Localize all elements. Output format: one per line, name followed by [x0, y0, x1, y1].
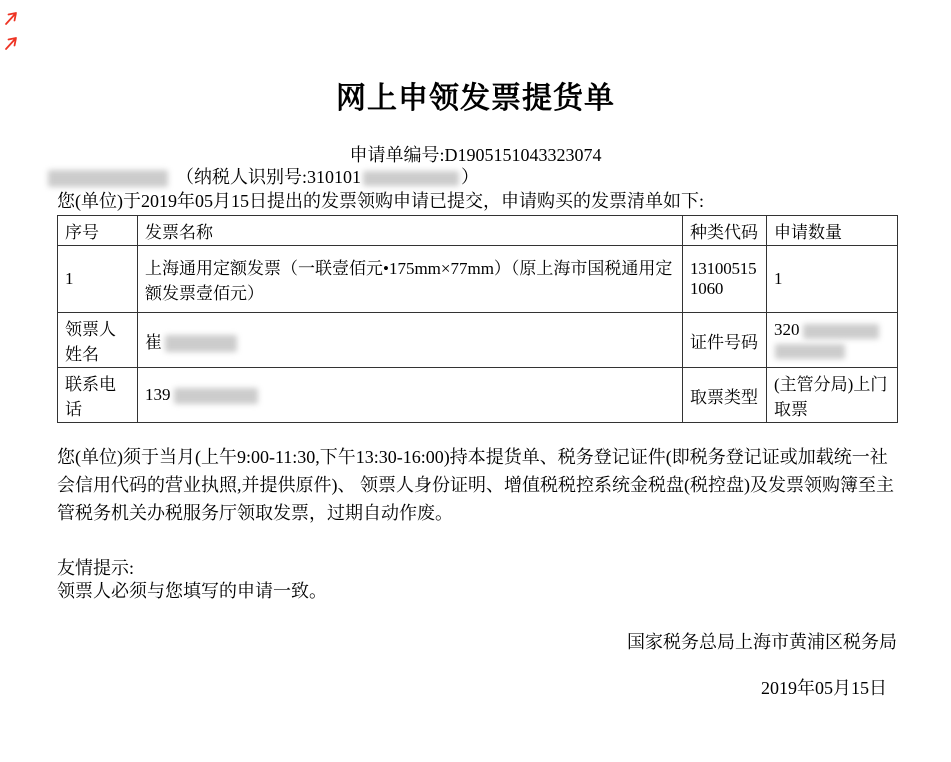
redacted-id-number-2	[775, 344, 845, 359]
taxpayer-id-suffix: ）	[461, 167, 480, 187]
table-row-contact	[58, 368, 898, 423]
redacted-recipient-name	[165, 335, 237, 352]
application-number: 申请单编号:D1905151043323074	[349, 145, 602, 165]
table-header-row	[58, 216, 898, 246]
table-row-invoice	[58, 246, 898, 313]
redacted-id-number-1	[803, 324, 879, 339]
recipient-label: 领票人姓名	[58, 313, 138, 368]
taxpayer-id-prefix: （纳税人识别号:310101	[176, 167, 362, 187]
header-type-code: 种类代码	[683, 216, 767, 246]
pickup-type-value: (主管分局)上门取票	[767, 368, 898, 423]
red-arrow-icon	[4, 9, 19, 26]
tips-title: 友情提示:	[57, 558, 135, 578]
header-quantity: 申请数量	[767, 216, 898, 246]
header-invoice-name: 发票名称	[138, 216, 683, 246]
id-number-visible: 320	[774, 320, 800, 339]
invoice-type-code: 131005151060	[683, 246, 767, 313]
phone-label: 联系电话	[58, 368, 138, 423]
corner-arrows	[4, 9, 19, 51]
phone-visible: 139	[145, 385, 171, 404]
recipient-name-cell	[138, 313, 683, 368]
id-label: 证件号码	[683, 313, 767, 368]
table-row-recipient	[58, 313, 898, 368]
recipient-name-visible: 崔	[145, 332, 162, 352]
pickup-type-label: 取票类型	[683, 368, 767, 423]
id-number-cell	[767, 313, 898, 368]
invoice-name: 上海通用定额发票（一联壹佰元•175mm×77mm）（原上海市国税通用定额发票壹佰元）	[138, 246, 683, 313]
invoice-quantity: 1	[767, 246, 898, 313]
redacted-taxpayer-id	[363, 171, 459, 186]
tax-bureau-signature: 国家税务总局上海市黄浦区税务局	[627, 632, 897, 652]
invoice-table	[57, 215, 898, 423]
signature-date: 2019年05月15日	[761, 678, 887, 698]
header-seq: 序号	[58, 216, 138, 246]
pickup-notice: 您(单位)须于当月(上午9:00-11:30,下午13:30-16:00)持本提货单、税务登记证件(即税务登记证或加载统一社会信用代码的营业执照,并提供原件)、 领票人身份证明、增值税税控系统金税盘(税控盘)及发票领购簿至主管税务机关办税服务厅领取发票，过期自动作废。	[57, 447, 894, 523]
intro-line: 您(单位)于2019年05月15日提出的发票领购申请已提交，申请购买的发票清单如下:	[57, 191, 704, 211]
red-arrow-icon	[4, 34, 19, 51]
taxpayer-line	[0, 166, 951, 189]
tips-content: 领票人必须与您填写的申请一致。	[57, 581, 327, 601]
redacted-company-name	[48, 170, 168, 187]
phone-cell	[138, 368, 683, 423]
invoice-seq: 1	[58, 246, 138, 313]
redacted-phone	[174, 388, 258, 404]
page-title: 网上申领发票提货单	[336, 82, 615, 115]
